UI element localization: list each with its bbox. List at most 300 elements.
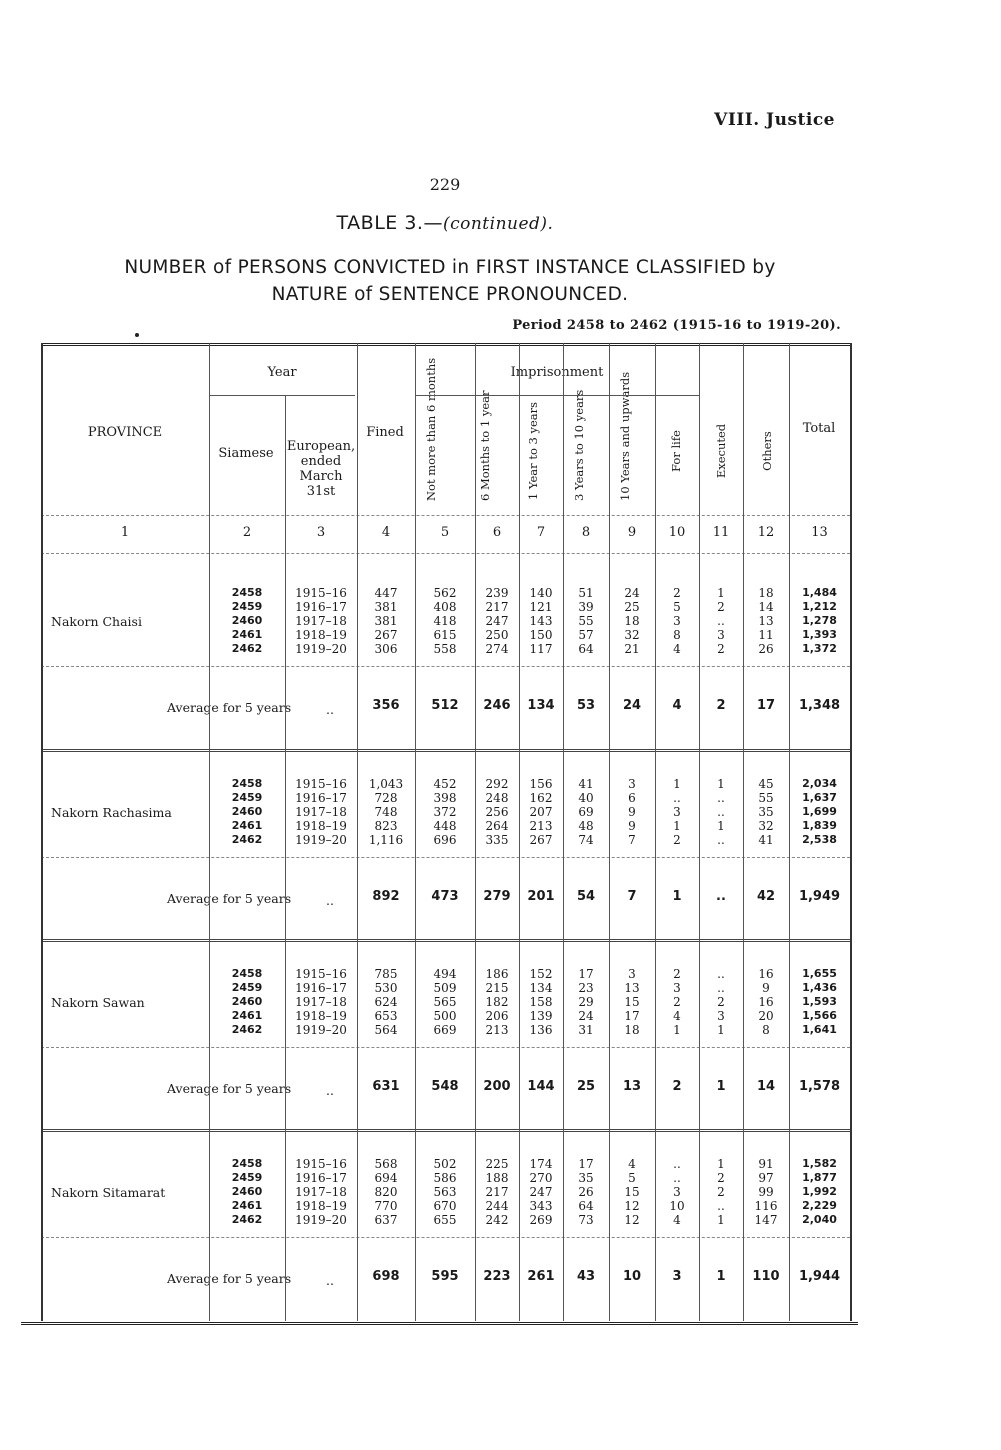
table-cell: 74 (578, 833, 594, 847)
table-cell: 530 (374, 981, 398, 995)
average-value: 134 (527, 698, 555, 713)
table-cell: 637 (374, 1213, 398, 1227)
table-cell: 182 (485, 995, 509, 1009)
table-cell: 143 (529, 614, 553, 628)
table-cell: 2,229 (802, 1199, 837, 1212)
column-values-c10 (655, 967, 699, 1037)
table-cell: 248 (485, 791, 509, 805)
table-cell: 1 (717, 819, 725, 833)
table-bottom-rule (21, 1322, 858, 1325)
table-cell: 1,877 (802, 1171, 837, 1184)
column-values-c10 (655, 777, 699, 847)
table-cell: 64 (578, 642, 594, 656)
average-value: 144 (527, 1079, 555, 1094)
table-cell: 2458 (231, 586, 263, 599)
header-for-life: For life (669, 430, 683, 472)
table-cell: 23 (578, 981, 594, 995)
table-cell: 217 (485, 1185, 509, 1199)
average-value: 473 (431, 889, 459, 904)
column-values-fined (357, 967, 415, 1037)
table-cell: 398 (433, 791, 457, 805)
average-value: 4 (672, 698, 682, 713)
column-values-c8 (563, 967, 609, 1037)
table-cell: 16 (758, 995, 774, 1009)
table-cell: 2459 (231, 600, 263, 613)
column-rule (357, 343, 358, 1321)
table-cell: 250 (485, 628, 509, 642)
table-cell: 7 (628, 833, 636, 847)
table-cell: 4 (673, 1213, 681, 1227)
table-cell: 494 (433, 967, 457, 981)
average-value: 200 (483, 1079, 511, 1094)
column-values-c7 (519, 967, 563, 1037)
table-cell: 267 (529, 833, 553, 847)
average-value: 14 (756, 1079, 776, 1094)
table-cell: 207 (529, 805, 553, 819)
table-cell: 1 (673, 777, 681, 791)
table-cell: 17 (624, 1009, 640, 1023)
column-values-c9 (609, 777, 655, 847)
table-cell: 1 (673, 1023, 681, 1037)
table-cell: 655 (433, 1213, 457, 1227)
table-cell: 45 (758, 777, 774, 791)
table-cell: .. (717, 833, 725, 847)
column-rule (475, 343, 476, 1321)
column-values-c12 (743, 1157, 789, 1227)
table-cell: 2,538 (802, 833, 837, 846)
table-cell: 2462 (231, 642, 263, 655)
table-cell: 624 (374, 995, 398, 1009)
table-cell: 1915–16 (295, 777, 347, 791)
column-values-c12 (743, 967, 789, 1037)
table-cell: 121 (529, 600, 553, 614)
column-values-c6 (475, 1157, 519, 1227)
table-cell: 99 (758, 1185, 774, 1199)
table-cell: 1915–16 (295, 967, 347, 981)
header-province: PROVINCE (87, 425, 163, 440)
table-cell: 21 (624, 642, 640, 656)
average-value: 201 (527, 889, 555, 904)
column-rule (789, 343, 790, 1321)
table-cell: 18 (624, 614, 640, 628)
table-cell: 1915–16 (295, 1157, 347, 1171)
table-cell: 1,278 (802, 614, 837, 627)
table-cell: 29 (578, 995, 594, 1009)
header-10y-up: 10 Years and upwards (618, 371, 632, 501)
table-cell: 35 (578, 1171, 594, 1185)
table-cell: 269 (529, 1213, 553, 1227)
table-cell: 565 (433, 995, 457, 1009)
column-values-c12 (743, 777, 789, 847)
column-values-siamese (209, 586, 285, 656)
table-cell: 408 (433, 600, 457, 614)
table-cell: 696 (433, 833, 457, 847)
table-cell: 306 (374, 642, 398, 656)
table-cell: 568 (374, 1157, 398, 1171)
average-value: 223 (483, 1269, 511, 1284)
table-cell: 1919–20 (295, 1213, 347, 1227)
column-rule (699, 343, 700, 1321)
average-value: 7 (627, 889, 637, 904)
column-number: 2 (242, 525, 252, 540)
average-value: 2 (672, 1079, 682, 1094)
table-cell: 2461 (231, 819, 263, 832)
table-cell: 381 (374, 600, 398, 614)
column-values-c9 (609, 967, 655, 1037)
average-value: 279 (483, 889, 511, 904)
column-values-total (789, 586, 850, 656)
main-title-line1: NUMBER of PERSONS CONVICTED in FIRST INSTANCE CLASSIFIED by (124, 257, 776, 278)
table-cell: 5 (673, 600, 681, 614)
table-cell: 418 (433, 614, 457, 628)
data-table (41, 343, 850, 1323)
column-values-c6 (475, 967, 519, 1037)
header-1y-3y: 1 Year to 3 years (526, 401, 540, 501)
table-cell: 452 (433, 777, 457, 791)
column-values-c7 (519, 586, 563, 656)
table-cell: 2 (673, 995, 681, 1009)
average-value: 1,578 (798, 1079, 841, 1094)
table-cell: 140 (529, 586, 553, 600)
table-cell: 13 (758, 614, 774, 628)
table-cell: 1,593 (802, 995, 837, 1008)
table-cell: .. (717, 981, 725, 995)
table-cell: 1 (717, 1023, 725, 1037)
header-fined: Fined (366, 425, 404, 440)
column-values-fined (357, 777, 415, 847)
province-rule (41, 939, 850, 942)
table-cell: 2 (673, 967, 681, 981)
table-cell: 1918–19 (295, 1199, 347, 1213)
average-dots: .. (326, 702, 334, 717)
table-cell: 156 (529, 777, 553, 791)
table-cell: 158 (529, 995, 553, 1009)
table-cell: 2462 (231, 833, 263, 846)
table-cell: 3 (628, 967, 636, 981)
average-value: 2 (716, 698, 726, 713)
column-values-c11 (699, 586, 743, 656)
table-cell: 73 (578, 1213, 594, 1227)
column-values-c11 (699, 1157, 743, 1227)
table-cell: 35 (758, 805, 774, 819)
column-number: 11 (712, 525, 730, 540)
table-cell: 267 (374, 628, 398, 642)
province-name: Nakorn Sitamarat (51, 1185, 166, 1200)
table-cell: .. (717, 791, 725, 805)
column-values-c9 (609, 586, 655, 656)
table-cell: 335 (485, 833, 509, 847)
table-cell: 136 (529, 1023, 553, 1037)
table-top-rule (41, 343, 850, 346)
table-cell: 186 (485, 967, 509, 981)
table-cell: 502 (433, 1157, 457, 1171)
header-6m-1y: 6 Months to 1 year (478, 390, 492, 501)
column-values-siamese (209, 1157, 285, 1227)
table-cell: 2462 (231, 1023, 263, 1036)
table-cell: 372 (433, 805, 457, 819)
table-cell: 1,641 (802, 1023, 837, 1036)
header-3y-10y: 3 Years to 10 years (572, 389, 586, 501)
column-values-c6 (475, 777, 519, 847)
table-cell: 500 (433, 1009, 457, 1023)
column-number: 7 (536, 525, 546, 540)
table-cell: 2461 (231, 1199, 263, 1212)
column-rule (563, 343, 564, 1321)
column-values-fined (357, 1157, 415, 1227)
table-cell: 3 (673, 614, 681, 628)
table-cell: 15 (624, 1185, 640, 1199)
column-values-c5 (415, 777, 475, 847)
average-value: 17 (756, 698, 776, 713)
table-cell: 150 (529, 628, 553, 642)
table-cell: 1 (717, 586, 725, 600)
table-cell: 2458 (231, 967, 263, 980)
table-cell: 24 (578, 1009, 594, 1023)
table-cell: 152 (529, 967, 553, 981)
table-cell: 4 (673, 642, 681, 656)
header-rule (41, 553, 850, 554)
table-cell: 174 (529, 1157, 553, 1171)
average-value: 43 (576, 1269, 596, 1284)
table-cell: 785 (374, 967, 398, 981)
table-continued: (continued). (442, 214, 554, 234)
table-cell: 1,116 (368, 833, 404, 847)
average-value: 246 (483, 698, 511, 713)
average-value: 1 (716, 1269, 726, 1284)
table-cell: 564 (374, 1023, 398, 1037)
province-rule (41, 749, 850, 752)
table-cell: 562 (433, 586, 457, 600)
table-cell: .. (717, 614, 725, 628)
block-separator (41, 857, 850, 858)
average-value: 548 (431, 1079, 459, 1094)
average-label: Average for 5 years (167, 1271, 292, 1286)
column-values-total (789, 777, 850, 847)
table-cell: 820 (374, 1185, 398, 1199)
table-cell: 32 (758, 819, 774, 833)
column-values-c8 (563, 777, 609, 847)
table-cell: .. (673, 1157, 681, 1171)
table-cell: 2,034 (802, 777, 837, 790)
column-number: 10 (668, 525, 686, 540)
table-cell: 41 (578, 777, 594, 791)
column-number: 9 (627, 525, 637, 540)
average-value: 3 (672, 1269, 682, 1284)
table-cell: 343 (529, 1199, 553, 1213)
table-cell: 188 (485, 1171, 509, 1185)
table-cell: 9 (762, 981, 770, 995)
average-value: 512 (431, 698, 459, 713)
average-value: 24 (622, 698, 642, 713)
average-value: 892 (372, 889, 400, 904)
table-cell: 558 (433, 642, 457, 656)
table-cell: 1917–18 (295, 805, 347, 819)
column-values-c5 (415, 586, 475, 656)
block-separator (41, 1237, 850, 1238)
table-cell: 26 (578, 1185, 594, 1199)
average-value: 356 (372, 698, 400, 713)
header-year: Year (267, 365, 297, 380)
table-cell: 1916–17 (295, 981, 347, 995)
table-cell: 1 (717, 1157, 725, 1171)
column-rule (209, 343, 210, 1321)
table-cell: 1916–17 (295, 791, 347, 805)
table-cell: 2458 (231, 1157, 263, 1170)
table-cell: 1,372 (802, 642, 837, 655)
table-cell: 239 (485, 586, 509, 600)
table-cell: 270 (529, 1171, 553, 1185)
table-cell: 215 (485, 981, 509, 995)
column-rule (609, 343, 610, 1321)
column-values-c6 (475, 586, 519, 656)
column-values-c7 (519, 1157, 563, 1227)
table-cell: 770 (374, 1199, 398, 1213)
table-cell: 91 (758, 1157, 774, 1171)
column-values-total (789, 1157, 850, 1227)
column-number: 1 (120, 525, 130, 540)
province-name: Nakorn Sawan (51, 995, 145, 1010)
table-cell: 64 (578, 1199, 594, 1213)
header-rule (415, 395, 699, 396)
table-cell: 694 (374, 1171, 398, 1185)
table-cell: 1,043 (368, 777, 404, 791)
table-cell: 116 (754, 1199, 778, 1213)
average-value: 1 (716, 1079, 726, 1094)
table-cell: 1917–18 (295, 614, 347, 628)
table-cell: 17 (578, 967, 594, 981)
table-cell: 242 (485, 1213, 509, 1227)
table-cell: 1917–18 (295, 1185, 347, 1199)
table-cell: 2 (717, 1171, 725, 1185)
table-cell: 40 (578, 791, 594, 805)
table-cell: 1 (717, 1213, 725, 1227)
table-cell: 1,582 (802, 1157, 837, 1170)
table-cell: 1918–19 (295, 628, 347, 642)
header-european: European, ended March 31st (286, 439, 356, 499)
table-cell: 15 (624, 995, 640, 1009)
table-cell: 217 (485, 600, 509, 614)
column-rule (415, 343, 416, 1321)
table-cell: 20 (758, 1009, 774, 1023)
column-rule (743, 343, 744, 1321)
column-values-siamese (209, 967, 285, 1037)
page-number: 229 (429, 175, 461, 194)
table-cell: 274 (485, 642, 509, 656)
table-cell: 1916–17 (295, 600, 347, 614)
table-cell: 653 (374, 1009, 398, 1023)
average-value: 25 (576, 1079, 596, 1094)
table-cell: 2 (717, 995, 725, 1009)
average-value: 1,348 (798, 698, 841, 713)
header-siamese: Siamese (218, 446, 274, 461)
table-cell: 1,566 (802, 1009, 837, 1022)
table-cell: 748 (374, 805, 398, 819)
header-imprisonment: Imprisonment (510, 365, 604, 380)
table-cell: 4 (628, 1157, 636, 1171)
table-cell: 1,484 (802, 586, 837, 599)
table-cell: 3 (673, 1185, 681, 1199)
table-cell: 51 (578, 586, 594, 600)
stray-dot (135, 333, 139, 337)
table-cell: 18 (624, 1023, 640, 1037)
column-rule (519, 343, 520, 1321)
average-value: 13 (622, 1079, 642, 1094)
table-cell: 14 (758, 600, 774, 614)
table-cell: 1,839 (802, 819, 837, 832)
table-cell: 1918–19 (295, 819, 347, 833)
column-values-total (789, 967, 850, 1037)
average-value: 53 (576, 698, 596, 713)
table-cell: 162 (529, 791, 553, 805)
table-cell: 134 (529, 981, 553, 995)
table-cell: 1916–17 (295, 1171, 347, 1185)
table-cell: 256 (485, 805, 509, 819)
average-value: 698 (372, 1269, 400, 1284)
table-cell: 213 (529, 819, 553, 833)
column-values-c8 (563, 1157, 609, 1227)
column-values-european (285, 586, 357, 656)
column-number: 13 (811, 525, 828, 540)
table-cell: 1,637 (802, 791, 837, 804)
average-value: 1,949 (798, 889, 841, 904)
table-cell: 1,992 (802, 1185, 837, 1198)
average-value: 631 (372, 1079, 400, 1094)
table-cell: 3 (717, 628, 725, 642)
table-cell: 1,699 (802, 805, 837, 818)
province-name: Nakorn Rachasima (51, 805, 172, 820)
column-number: 6 (492, 525, 502, 540)
table-cell: 2460 (231, 805, 263, 818)
table-cell: 55 (758, 791, 774, 805)
table-cell: 3 (628, 777, 636, 791)
table-cell: 139 (529, 1009, 553, 1023)
table-cell: 24 (624, 586, 640, 600)
column-values-c5 (415, 967, 475, 1037)
table-cell: 247 (529, 1185, 553, 1199)
table-cell: 69 (578, 805, 594, 819)
header-rule (209, 395, 355, 396)
header-not-more-6m: Not more than 6 months (424, 357, 438, 501)
table-cell: 2 (673, 586, 681, 600)
table-cell: 12 (624, 1199, 640, 1213)
table-cell: 2461 (231, 628, 263, 641)
average-value: 1,944 (798, 1269, 841, 1284)
column-values-c8 (563, 586, 609, 656)
table-cell: 2459 (231, 791, 263, 804)
table-cell: 1,436 (802, 981, 837, 994)
table-cell: 264 (485, 819, 509, 833)
table-cell: 3 (673, 805, 681, 819)
average-dots: .. (326, 1083, 334, 1098)
average-label: Average for 5 years (167, 1081, 292, 1096)
column-values-siamese (209, 777, 285, 847)
table-cell: 12 (624, 1213, 640, 1227)
average-value: 10 (622, 1269, 642, 1284)
table-cell: 563 (433, 1185, 457, 1199)
table-cell: 615 (433, 628, 457, 642)
table-cell: 1 (673, 819, 681, 833)
block-separator (41, 666, 850, 667)
table-cell: 13 (624, 981, 640, 995)
table-cell: 2458 (231, 777, 263, 790)
table-cell: .. (717, 1199, 725, 1213)
period-note: Period 2458 to 2462 (1915-16 to 1919-20). (512, 318, 841, 333)
table-cell: 39 (578, 600, 594, 614)
table-cell: 4 (673, 1009, 681, 1023)
average-value: 595 (431, 1269, 459, 1284)
table-cell: 8 (762, 1023, 770, 1037)
column-number: 8 (581, 525, 591, 540)
